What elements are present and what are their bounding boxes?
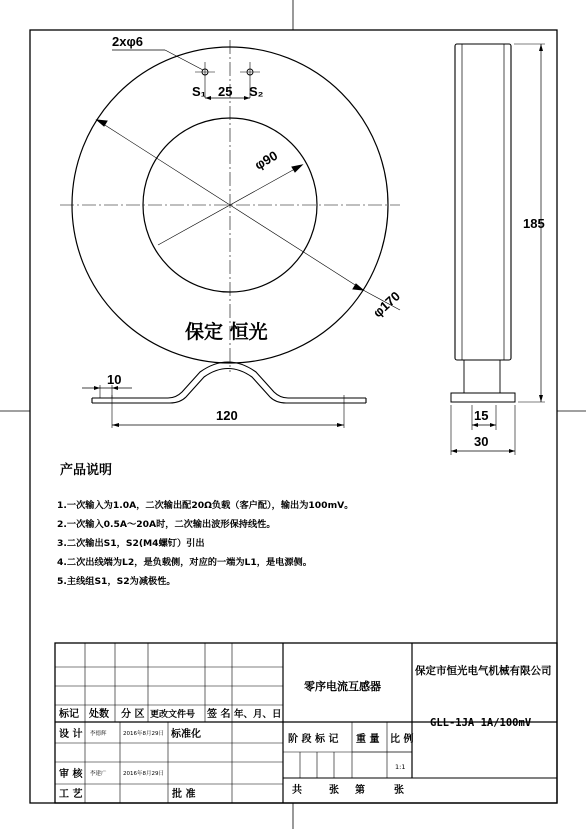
stage-label: 阶 段 标 记: [288, 734, 339, 745]
standard-label: 标准化: [171, 729, 201, 740]
total-label: 共: [292, 785, 302, 796]
scale-label: 比 例: [390, 734, 414, 745]
hole-spacing-dimension: 25: [218, 84, 233, 99]
process-label: 工 艺: [59, 789, 83, 800]
side-view: [451, 44, 545, 455]
foot-span-dimension: 120: [216, 408, 238, 423]
header-count: 处数: [89, 709, 109, 720]
width-dimension: 30: [474, 434, 489, 449]
terminal-holes: [112, 50, 260, 100]
design-date: 2016年8月29日: [123, 731, 164, 737]
terminal-s2-label: S₂: [249, 84, 264, 99]
brand-mark: 保定 恒光: [185, 321, 268, 343]
inner-diameter-dimension: φ90: [252, 147, 281, 173]
note-item-1: 1.一次输入为1.0A，二次输出配20Ω负载（客户配），输出为100mV。: [57, 500, 354, 511]
inner-width-dimension: 15: [474, 408, 489, 423]
note-item-3: 3.二次输出S1，S2(M4螺钉）引出: [57, 538, 205, 549]
designer-name: 李德辉: [90, 731, 107, 737]
header-signature: 签 名: [207, 709, 231, 720]
scale-value: 1:1: [395, 763, 406, 771]
note-item-5: 5.主线组S1，S2为减极性。: [57, 576, 176, 587]
sheet-label: 张: [329, 785, 339, 796]
review-label: 审 核: [59, 769, 83, 780]
foot-tab-dimension: 10: [107, 372, 122, 387]
terminal-s1-label: S₁: [192, 84, 207, 99]
review-date: 2016年8月29日: [123, 771, 164, 777]
header-zone: 分 区: [121, 709, 145, 720]
height-dimension: 185: [523, 216, 545, 231]
header-date: 年、月、日: [234, 709, 282, 720]
header-change-doc: 更改文件号: [150, 710, 196, 720]
product-name: 零序电流互感器: [304, 680, 381, 693]
company-name: 保定市恒光电气机械有限公司: [415, 665, 552, 677]
no-label: 第: [355, 785, 365, 796]
note-item-4: 4.二次出线端为L2，是负载侧，对应的一端为L1，是电源侧。: [57, 557, 312, 568]
outer-diameter-dimension: φ170: [369, 288, 404, 321]
sheet-label-2: 张: [394, 785, 404, 796]
model-number: GLL-1JA 1A/100mV: [430, 717, 532, 729]
approve-label: 批 准: [172, 789, 196, 800]
notes-title: 产品说明: [60, 463, 113, 478]
design-label: 设 计: [59, 729, 83, 740]
weight-label: 重 量: [356, 734, 380, 745]
header-mark: 标记: [59, 709, 79, 720]
holes-dimension: 2xφ6: [112, 34, 143, 49]
reviewer-name: 李建广: [90, 771, 107, 777]
note-item-2: 2.一次输入0.5A～20A时，二次输出波形保持线性。: [57, 519, 276, 530]
